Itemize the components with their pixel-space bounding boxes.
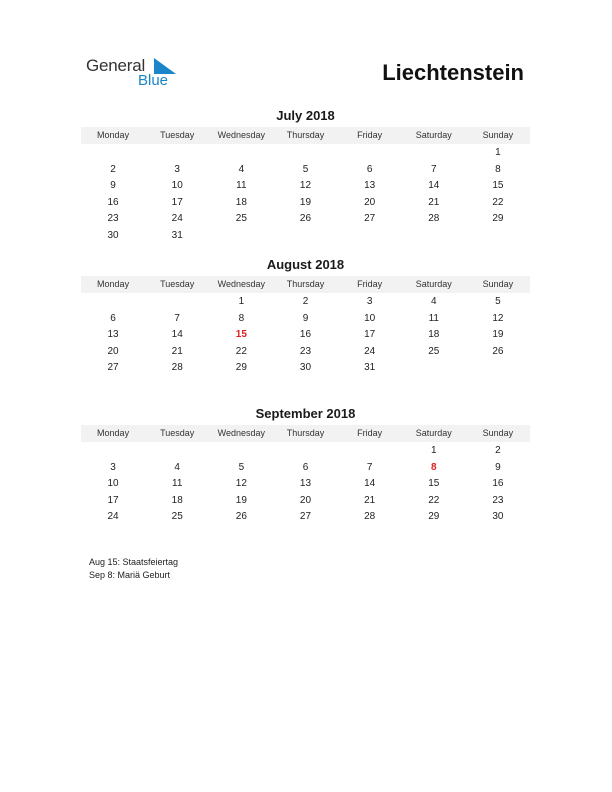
month-calendar <box>81 107 530 245</box>
empty-day-cell <box>81 443 145 460</box>
holiday-day-cell: 15 <box>235 329 247 341</box>
weekday-label: Saturday <box>415 279 452 289</box>
day-grid <box>81 443 530 526</box>
day-cell: 12 <box>492 312 504 324</box>
empty-day-cell <box>145 443 209 460</box>
day-cell: 1 <box>430 445 437 456</box>
day-cell: 6 <box>302 461 309 473</box>
day-cell: 21 <box>171 345 183 357</box>
day-cell: 14 <box>428 180 440 192</box>
logo-text-blue: Blue <box>138 72 169 89</box>
empty-day-cell <box>145 294 209 311</box>
day-cell: 29 <box>235 362 247 374</box>
day-cell: 3 <box>174 163 180 175</box>
day-cell: 5 <box>238 461 245 473</box>
country-title: Liechtenstein <box>382 60 524 85</box>
day-cell: 8 <box>495 163 501 175</box>
day-cell: 18 <box>235 196 247 208</box>
month-title: August 2018 <box>266 257 345 272</box>
day-cell: 26 <box>492 345 504 357</box>
weekday-label: Thursday <box>286 428 325 438</box>
day-cell: 23 <box>492 494 504 506</box>
day-cell: 2 <box>302 296 309 307</box>
weekday-label: Sunday <box>482 279 514 289</box>
weekday-label: Tuesday <box>160 428 195 438</box>
day-cell: 9 <box>110 180 116 192</box>
weekday-header-row <box>81 276 530 293</box>
day-cell: 26 <box>299 213 312 225</box>
day-cell: 12 <box>299 180 312 192</box>
day-cell: 13 <box>107 329 119 341</box>
day-cell: 5 <box>302 163 309 175</box>
empty-day-cell <box>338 145 402 162</box>
day-cell: 22 <box>492 196 504 208</box>
day-cell: 22 <box>235 345 247 357</box>
generalblue-logo <box>86 56 186 92</box>
weekday-label: Tuesday <box>160 279 195 289</box>
empty-day-cell <box>338 443 402 460</box>
day-cell: 29 <box>428 511 440 523</box>
logo-text-general: General <box>86 56 146 75</box>
weekday-label: Friday <box>357 428 383 438</box>
day-cell: 3 <box>110 461 116 473</box>
day-cell: 3 <box>366 296 373 307</box>
day-cell: 27 <box>107 362 119 374</box>
day-cell: 20 <box>107 345 119 357</box>
day-cell: 11 <box>172 478 183 490</box>
weekday-label: Monday <box>97 130 130 140</box>
weekday-label: Friday <box>357 279 383 289</box>
day-cell: 17 <box>171 196 183 208</box>
day-cell: 17 <box>107 494 119 506</box>
day-cell: 19 <box>492 329 504 341</box>
day-cell: 28 <box>364 511 376 523</box>
weekday-label: Monday <box>97 279 130 289</box>
day-cell: 30 <box>492 511 504 523</box>
weekday-label: Saturday <box>415 130 452 140</box>
empty-day-cell <box>402 145 466 162</box>
day-grid <box>81 145 530 245</box>
weekday-header-row <box>81 425 530 442</box>
day-cell: 14 <box>171 329 183 341</box>
day-cell: 27 <box>364 213 376 225</box>
empty-day-cell <box>145 145 209 162</box>
day-cell: 16 <box>107 196 119 208</box>
day-cell: 14 <box>364 478 376 490</box>
weekday-header-row <box>81 127 530 144</box>
holiday-note: Sep 8: Mariä Geburt <box>89 570 171 580</box>
day-cell: 30 <box>107 229 119 241</box>
day-cell: 7 <box>366 461 373 473</box>
weekday-label: Monday <box>97 428 130 438</box>
day-cell: 13 <box>299 478 312 490</box>
day-cell: 9 <box>302 312 309 324</box>
holiday-notes <box>89 556 178 582</box>
weekday-label: Friday <box>357 130 383 140</box>
day-cell: 4 <box>238 163 245 175</box>
day-cell: 2 <box>495 445 501 456</box>
day-cell: 31 <box>171 229 183 241</box>
day-cell: 25 <box>428 345 440 357</box>
weekday-label: Saturday <box>415 428 452 438</box>
empty-day-cell <box>209 145 273 162</box>
day-cell: 25 <box>235 213 247 225</box>
empty-day-cell <box>81 294 145 311</box>
day-cell: 12 <box>235 478 247 490</box>
day-cell: 11 <box>236 180 247 192</box>
day-cell: 18 <box>171 494 183 506</box>
day-cell: 28 <box>428 213 440 225</box>
weekday-label: Wednesday <box>217 428 266 438</box>
day-cell: 13 <box>364 180 376 192</box>
day-cell: 20 <box>299 494 312 506</box>
weekday-label: Tuesday <box>160 130 195 140</box>
empty-day-cell <box>273 145 337 162</box>
day-cell: 2 <box>110 163 116 175</box>
day-cell: 1 <box>495 147 501 158</box>
day-cell: 17 <box>364 329 376 341</box>
day-cell: 16 <box>492 478 504 490</box>
weekday-label: Thursday <box>286 279 325 289</box>
month-title: September 2018 <box>255 406 356 421</box>
weekday-label: Sunday <box>482 130 514 140</box>
day-cell: 27 <box>299 511 312 523</box>
weekday-label: Wednesday <box>217 130 266 140</box>
day-grid <box>81 294 530 377</box>
empty-day-cell <box>273 443 337 460</box>
day-cell: 31 <box>364 362 376 374</box>
day-cell: 24 <box>364 345 376 357</box>
day-cell: 26 <box>235 511 247 523</box>
day-cell: 15 <box>492 180 504 192</box>
holiday-note: Aug 15: Staatsfeiertag <box>89 557 179 567</box>
day-cell: 29 <box>492 213 504 225</box>
day-cell: 7 <box>174 312 180 324</box>
day-cell: 22 <box>428 494 440 506</box>
day-cell: 21 <box>364 494 376 506</box>
weekday-label: Thursday <box>286 130 325 140</box>
day-cell: 1 <box>238 296 245 307</box>
empty-day-cell <box>81 145 145 162</box>
day-cell: 10 <box>107 478 119 490</box>
day-cell: 16 <box>299 329 312 341</box>
month-title: July 2018 <box>276 108 335 123</box>
weekday-label: Wednesday <box>217 279 266 289</box>
day-cell: 24 <box>171 213 183 225</box>
day-cell: 9 <box>495 461 501 473</box>
day-cell: 23 <box>107 213 119 225</box>
day-cell: 6 <box>110 312 116 324</box>
day-cell: 15 <box>428 478 440 490</box>
day-cell: 19 <box>299 196 312 208</box>
day-cell: 28 <box>171 362 183 374</box>
day-cell: 20 <box>364 196 376 208</box>
month-calendar <box>81 256 530 377</box>
day-cell: 6 <box>366 163 373 175</box>
day-cell: 4 <box>430 296 437 307</box>
weekday-label: Sunday <box>482 428 514 438</box>
day-cell: 25 <box>171 511 183 523</box>
day-cell: 30 <box>299 362 312 374</box>
holiday-day-cell: 8 <box>430 461 437 473</box>
day-cell: 7 <box>430 163 437 175</box>
day-cell: 23 <box>299 345 312 357</box>
day-cell: 10 <box>171 180 183 192</box>
month-calendar <box>81 405 530 526</box>
empty-day-cell <box>209 443 273 460</box>
day-cell: 18 <box>428 329 440 341</box>
day-cell: 11 <box>428 312 439 324</box>
day-cell: 21 <box>428 196 440 208</box>
day-cell: 5 <box>495 296 501 307</box>
day-cell: 24 <box>107 511 119 523</box>
day-cell: 10 <box>364 312 376 324</box>
day-cell: 4 <box>174 461 180 473</box>
day-cell: 19 <box>235 494 247 506</box>
day-cell: 8 <box>238 312 245 324</box>
